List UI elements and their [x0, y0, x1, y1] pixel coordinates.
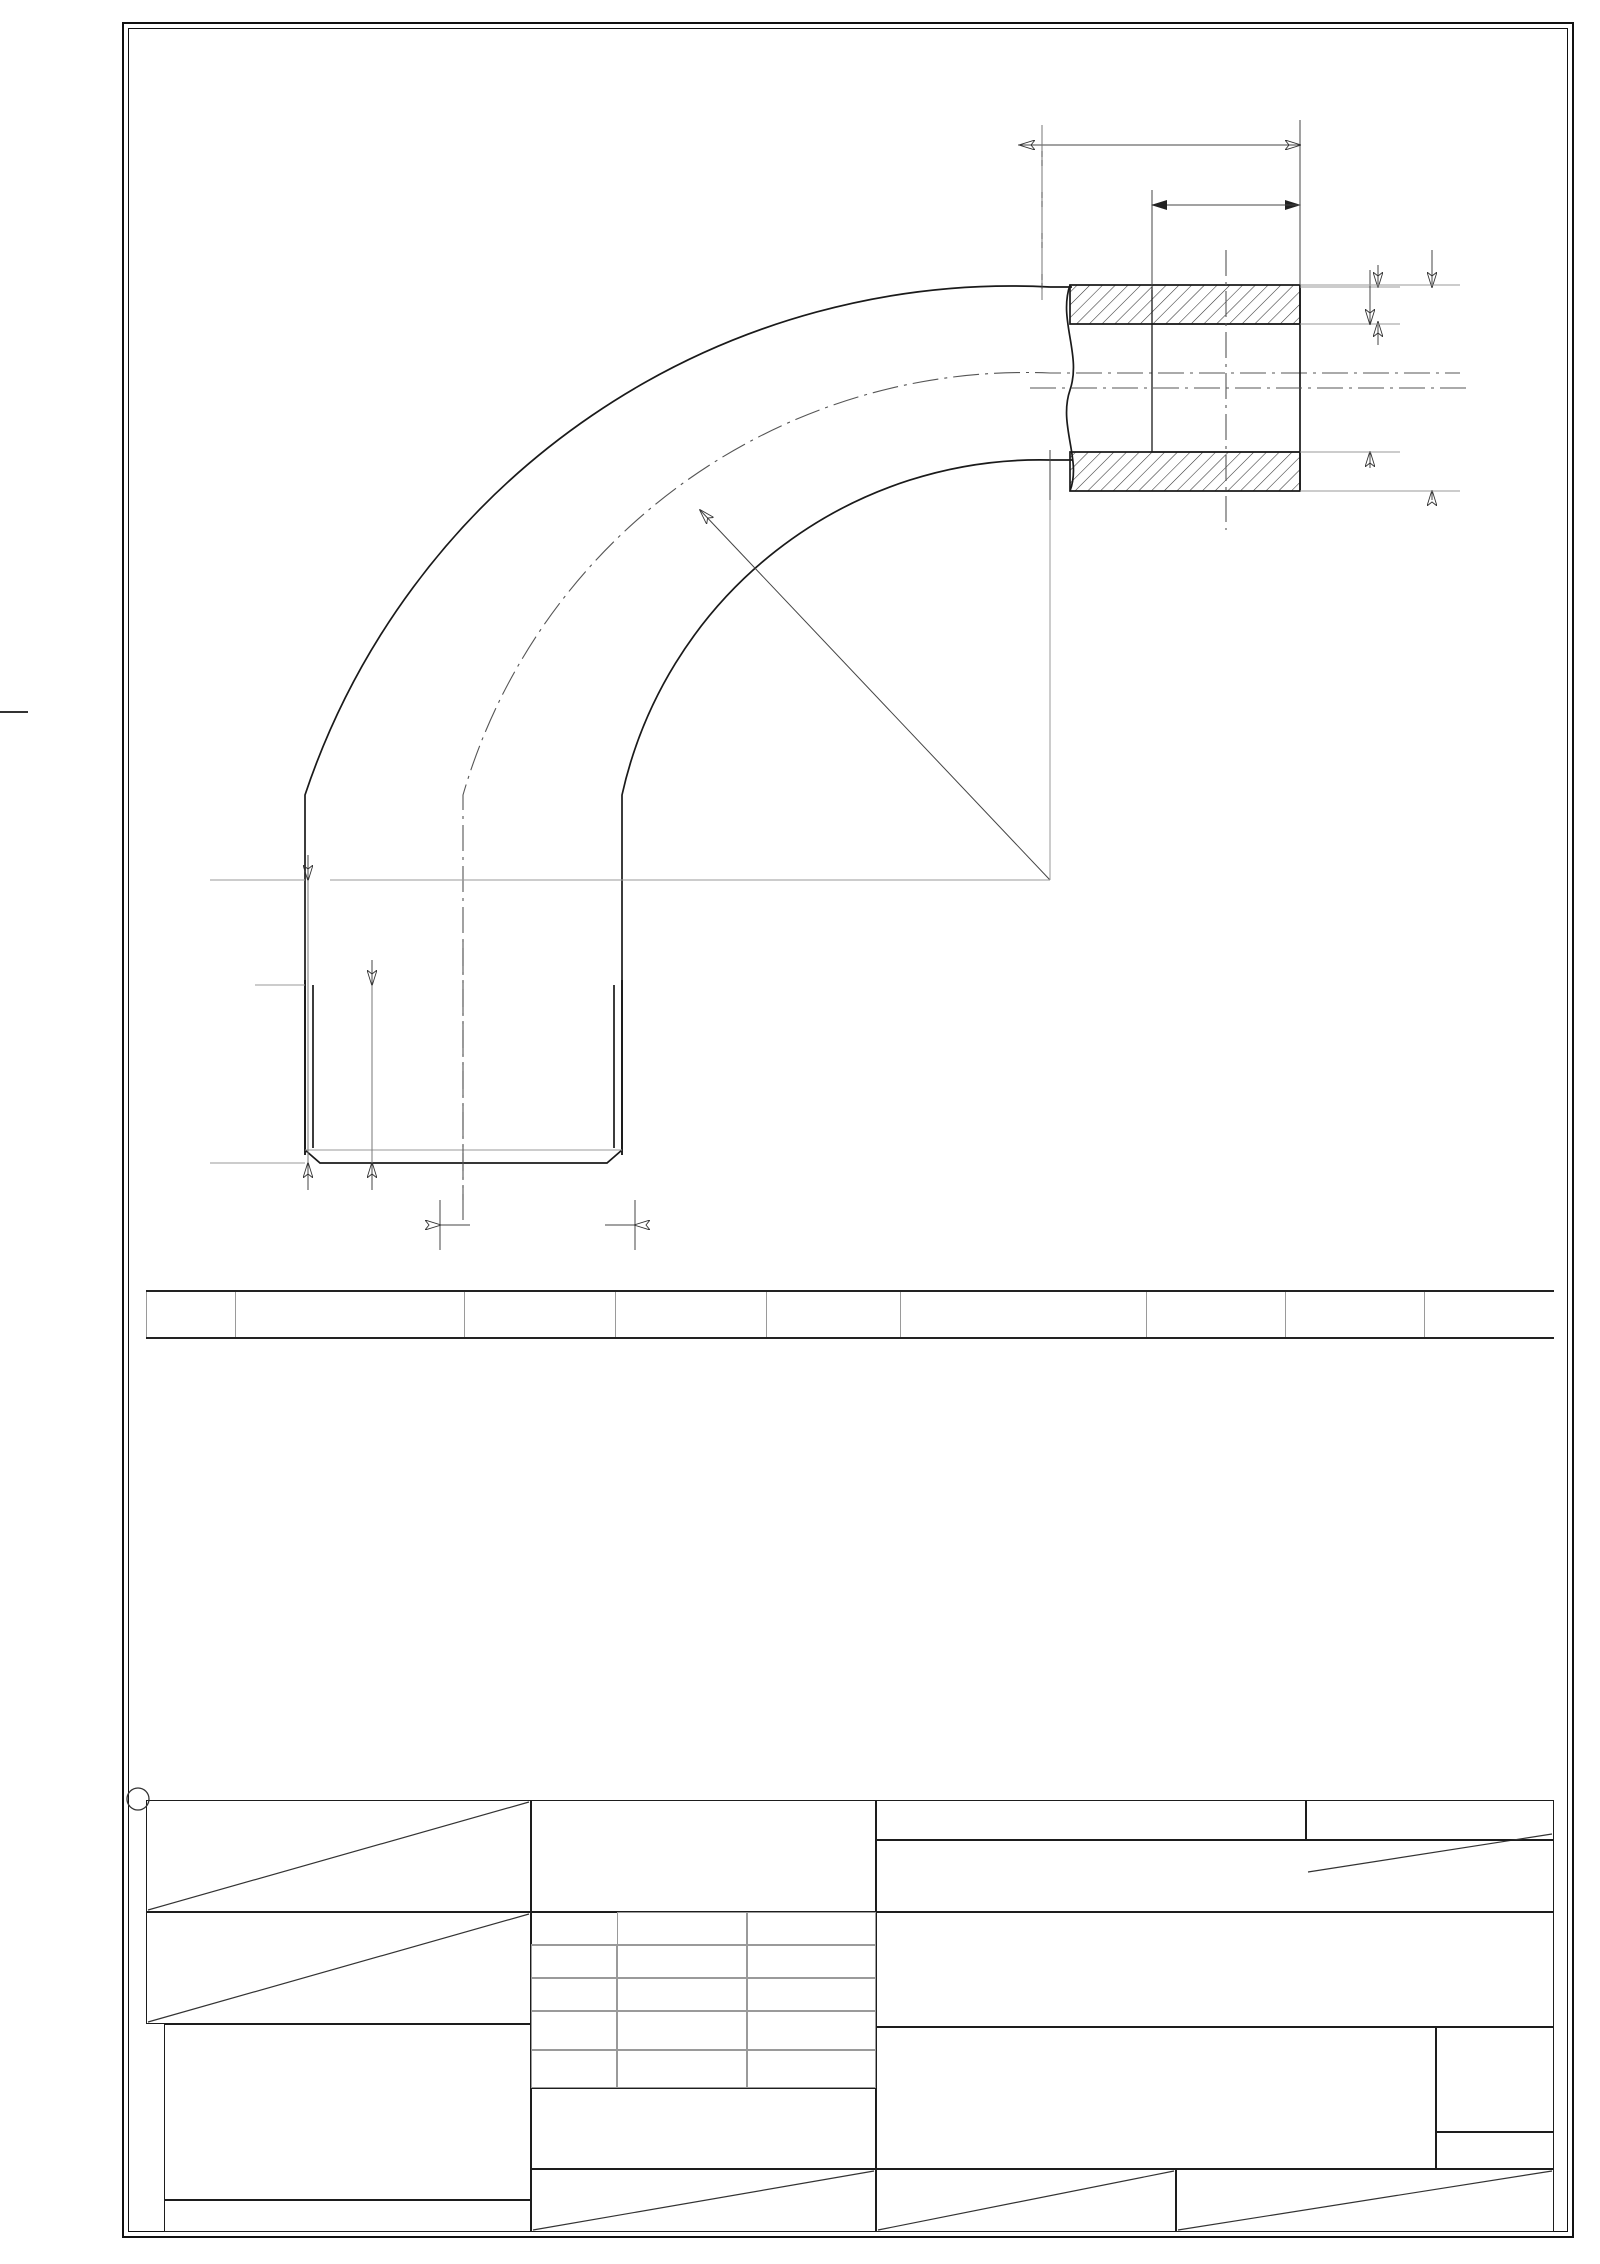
col-header-gewinde — [901, 1291, 1147, 1338]
approval-blank-cell — [531, 1912, 617, 1945]
geprueft-name-cell — [747, 1978, 876, 2011]
approval-datum-head — [617, 1912, 747, 1945]
approval-empty-5 — [617, 2050, 747, 2088]
geprueft-label-cell — [531, 1978, 617, 2011]
bemerkung-diagonal — [146, 1912, 531, 2024]
approval-empty-6 — [747, 2050, 876, 2088]
ersetzt-durch-diagonal — [1176, 2169, 1554, 2232]
col-header-r-min — [1286, 1291, 1425, 1338]
dimension-table — [146, 1290, 1554, 1339]
erstellt-name-cell — [747, 1945, 876, 1978]
richtlinien-box — [531, 1800, 876, 1912]
version-header-box — [164, 2200, 531, 2232]
blatt-box — [1436, 2027, 1554, 2132]
title-block — [146, 1800, 1554, 2232]
approval-name-head — [747, 1912, 876, 1945]
massstab-box — [876, 1800, 1306, 1840]
revision-table — [164, 2024, 531, 2200]
ursprung-diagonal — [531, 2169, 876, 2232]
approval-empty-2 — [617, 2011, 747, 2050]
col-header-spacer — [1425, 1291, 1555, 1338]
benennung-box — [876, 1912, 1554, 2027]
kunde-diagonal — [146, 1800, 531, 1912]
zeichnungsnummer-box — [876, 2027, 1436, 2169]
approval-empty-1 — [531, 2011, 617, 2050]
col-header-typ — [147, 1291, 236, 1338]
registration-mark — [120, 1780, 160, 1820]
approval-empty-3 — [747, 2011, 876, 2050]
ersatz-fuer-diagonal — [876, 2169, 1176, 2232]
erstellt-datum-cell — [617, 1945, 747, 1978]
logo-box — [531, 2088, 876, 2169]
col-header-art — [236, 1291, 465, 1338]
col-header-l — [767, 1291, 901, 1338]
col-header-b-min — [1147, 1291, 1286, 1338]
col-header-s-min — [616, 1291, 767, 1338]
material-box — [876, 1840, 1554, 1912]
blaetter-box — [1436, 2132, 1554, 2169]
col-header-da — [465, 1291, 616, 1338]
geprueft-datum-cell — [617, 1978, 747, 2011]
erstellt-label-cell — [531, 1945, 617, 1978]
approval-empty-4 — [531, 2050, 617, 2088]
